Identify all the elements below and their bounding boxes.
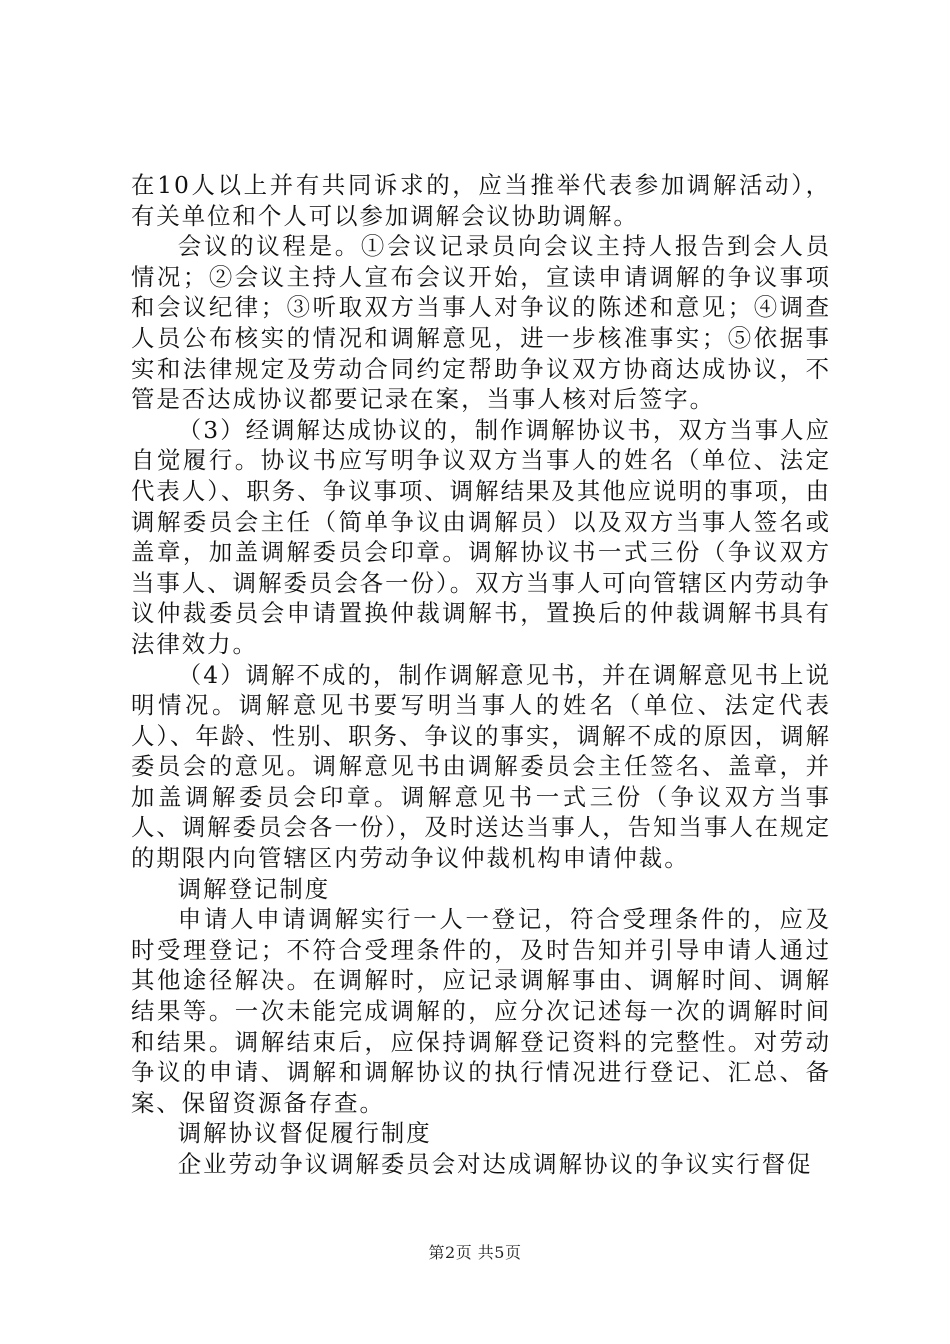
paragraph-continuation: 在10人以上并有共同诉求的，应当推举代表参加调解活动），有关单位和个人可以参加调解会议协助调解。 <box>131 171 831 230</box>
paragraph-registration: 申请人申请调解实行一人一登记，符合受理条件的，应及时受理登记；不符合受理条件的，及时告知并引导申请人通过其他途径解决。在调解时，应记录调解事由、调解时间、调解结果等。一次未能完成调解的，应分次记述每一次的调解时间和结果。调解结束后，应保持调解登记资料的完整性。对劳动争议的申请、调解和调解协议的执行情况进行登记、汇总、备案、保留资源备存查。 <box>131 905 831 1117</box>
paragraph-supervision: 企业劳动争议调解委员会对达成调解协议的争议实行督促 <box>177 1150 813 1178</box>
paragraph-mediation-failed: （4）调解不成的，制作调解意见书，并在调解意见书上说明情况。调解意见书要写明当事人的姓名（单位、法定代表人）、年龄、性别、职务、争议的事实，调解不成的原因，调解委员会的意见。调解意见书由调解委员会主任签名、盖章，并加盖调解委员会印章。调解意见书一式三份（争议双方当事人、调解委员会各一份），及时送达当事人，告知当事人在规定的期限内向管辖区内劳动争议仲裁机构申请仲裁。 <box>131 660 831 873</box>
page-number-footer: 第2页 共5页 <box>428 1243 522 1262</box>
heading-registration-system: 调解登记制度 <box>177 874 331 903</box>
heading-supervision-system: 调解协议督促履行制度 <box>177 1119 432 1148</box>
body-text <box>131 170 831 1180</box>
paragraph-agreement-reached: （3）经调解达成协议的，制作调解协议书，双方当事人应自觉履行。协议书应写明争议双方当事人的姓名（单位、法定代表人）、职务、争议事项、调解结果及其他应说明的事项，由调解委员会主任（简单争议由调解员）以及双方当事人签名或盖章，加盖调解委员会印章。调解协议书一式三份（争议双方当事人、调解委员会各一份）。双方当事人可向管辖区内劳动争议仲裁委员会申请置换仲裁调解书，置换后的仲裁调解书具有法律效力。 <box>131 415 831 658</box>
paragraph-meeting-agenda: 会议的议程是。①会议记录员向会议主持人报告到会人员情况；②会议主持人宣布会议开始，宣读申请调解的争议事项和会议纪律；③听取双方当事人对争议的陈述和意见；④调查人员公布核实的情况和调解意见，进一步核准事实；⑤依据事实和法律规定及劳动合同约定帮助争议双方协商达成协议，不管是否达成协议都要记录在案，当事人核对后签字。 <box>131 232 831 414</box>
